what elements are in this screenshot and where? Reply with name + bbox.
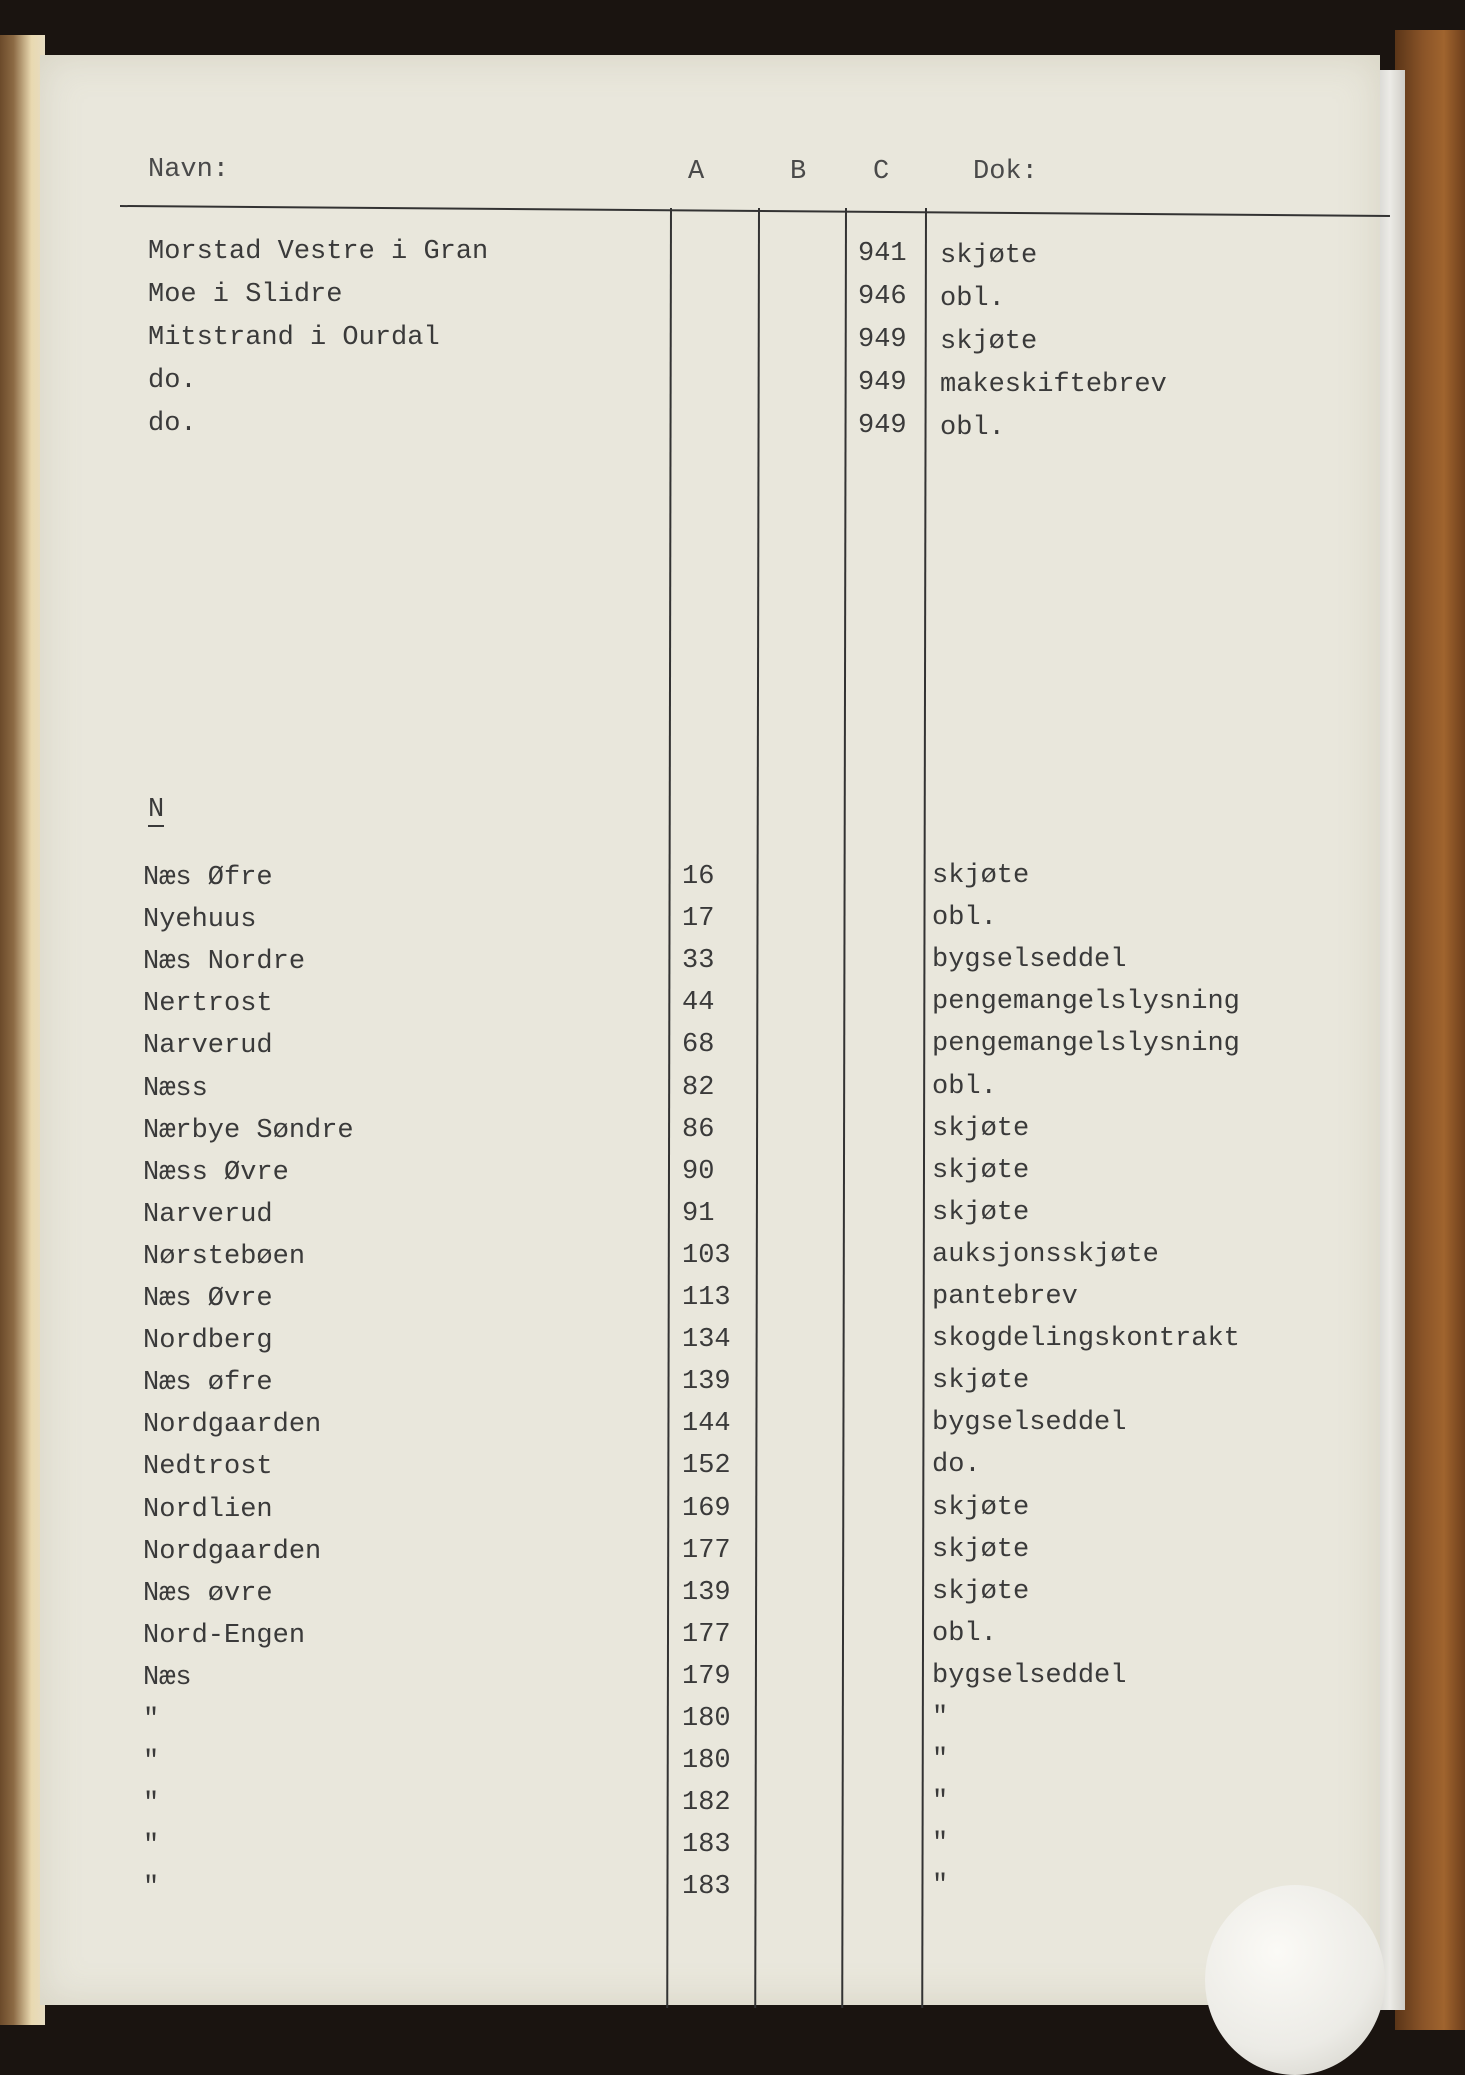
row-n-13-a: 139	[682, 1367, 731, 1398]
row-m-4-c: 949	[858, 368, 907, 398]
row-m-3-dok: skjøte	[940, 327, 1038, 357]
row-n-13-navn: Næs øfre	[143, 1368, 273, 1399]
row-n-20-navn: Næs	[143, 1662, 192, 1693]
row-n-5-dok: pengemangelslysning	[932, 1029, 1240, 1060]
row-m-3-c: 949	[858, 325, 907, 355]
row-n-12-dok: skogdelingskontrakt	[932, 1324, 1240, 1355]
row-n-22-navn: "	[143, 1747, 160, 1778]
row-n-18-navn: Næs øvre	[143, 1578, 273, 1609]
row-n-2-a: 17	[682, 904, 715, 935]
row-n-1-dok: skjøte	[932, 861, 1030, 891]
row-n-25-a: 183	[682, 1872, 731, 1903]
row-m-5-c: 949	[858, 411, 907, 441]
row-n-3-navn: Næs Nordre	[143, 947, 306, 978]
row-m-1-dok: skjøte	[940, 241, 1038, 271]
row-n-13-dok: skjøte	[932, 1366, 1030, 1397]
row-n-19-a: 177	[682, 1619, 731, 1650]
row-n-3-a: 33	[682, 946, 715, 977]
thumb-holding-page	[1205, 1885, 1385, 2075]
row-n-6-navn: Næss	[143, 1073, 208, 1104]
row-n-16-a: 169	[682, 1493, 731, 1524]
row-n-25-dok: "	[932, 1871, 949, 1902]
row-n-24-dok: "	[932, 1829, 949, 1860]
row-n-22-dok: "	[932, 1745, 949, 1776]
row-n-2-navn: Nyehuus	[143, 905, 257, 936]
header-a: A	[688, 157, 705, 187]
row-n-8-dok: skjøte	[932, 1155, 1030, 1186]
row-n-19-dok: obl.	[932, 1618, 997, 1649]
book-binding	[0, 35, 45, 2025]
row-n-7-dok: skjøte	[932, 1113, 1030, 1144]
row-n-21-a: 180	[682, 1704, 731, 1734]
row-n-9-a: 91	[682, 1198, 715, 1229]
row-n-10-a: 103	[682, 1240, 731, 1271]
row-n-14-a: 144	[682, 1409, 731, 1440]
row-n-1-navn: Næs Øfre	[143, 863, 273, 893]
row-n-25-navn: "	[143, 1873, 160, 1904]
row-n-18-dok: skjøte	[932, 1576, 1030, 1607]
row-n-21-navn: "	[143, 1705, 160, 1735]
row-n-23-a: 182	[682, 1788, 731, 1819]
row-n-10-navn: Nørstebøen	[143, 1241, 306, 1272]
row-n-5-navn: Narverud	[143, 1031, 273, 1062]
row-n-19-navn: Nord-Engen	[143, 1620, 306, 1651]
section-letter-n: N	[148, 795, 165, 825]
row-n-3-dok: bygselseddel	[932, 945, 1127, 976]
row-m-2-navn: Moe i Slidre	[148, 280, 343, 310]
row-n-4-dok: pengemangelslysning	[932, 987, 1240, 1018]
row-n-11-a: 113	[682, 1283, 731, 1313]
row-n-10-dok: auksjonsskjøte	[932, 1239, 1159, 1270]
row-n-15-navn: Nedtrost	[143, 1452, 273, 1483]
row-n-9-navn: Narverud	[143, 1199, 273, 1230]
row-n-16-dok: skjøte	[932, 1492, 1030, 1523]
row-n-23-dok: "	[932, 1787, 949, 1818]
row-m-1-c: 941	[858, 239, 907, 269]
row-n-24-navn: "	[143, 1831, 160, 1862]
row-n-14-navn: Nordgaarden	[143, 1410, 322, 1441]
row-n-15-a: 152	[682, 1451, 731, 1482]
row-n-15-dok: do.	[932, 1450, 981, 1481]
row-n-12-a: 134	[682, 1325, 731, 1356]
header-b: B	[790, 157, 807, 187]
row-n-6-a: 82	[682, 1072, 715, 1103]
row-n-11-dok: pantebrev	[932, 1282, 1078, 1312]
row-m-4-navn: do.	[148, 366, 197, 396]
row-n-17-navn: Nordgaarden	[143, 1536, 322, 1567]
row-n-7-a: 86	[682, 1114, 715, 1145]
row-m-5-dok: obl.	[940, 413, 1005, 443]
row-n-9-dok: skjøte	[932, 1197, 1030, 1228]
row-m-2-c: 946	[858, 282, 907, 312]
row-m-4-dok: makeskiftebrev	[940, 370, 1167, 400]
row-n-2-dok: obl.	[932, 903, 997, 934]
row-n-22-a: 180	[682, 1746, 731, 1777]
row-n-7-navn: Nærbye Søndre	[143, 1115, 354, 1146]
row-m-5-navn: do.	[148, 409, 197, 439]
row-n-1-a: 16	[682, 862, 715, 892]
row-n-11-navn: Næs Øvre	[143, 1284, 273, 1314]
row-n-4-a: 44	[682, 988, 715, 1019]
row-n-12-navn: Nordberg	[143, 1326, 273, 1357]
header-navn: Navn:	[148, 155, 230, 185]
row-m-3-navn: Mitstrand i Ourdal	[148, 323, 440, 353]
row-n-23-navn: "	[143, 1789, 160, 1820]
row-n-20-dok: bygselseddel	[932, 1660, 1127, 1691]
row-n-16-navn: Nordlien	[143, 1494, 273, 1525]
row-n-17-a: 177	[682, 1535, 731, 1566]
header-dok: Dok:	[973, 157, 1038, 187]
row-n-6-dok: obl.	[932, 1071, 997, 1102]
row-n-18-a: 139	[682, 1577, 731, 1608]
book-cover-edge	[1395, 30, 1465, 2030]
row-n-14-dok: bygselseddel	[932, 1408, 1127, 1439]
row-n-20-a: 179	[682, 1661, 731, 1692]
row-n-4-navn: Nertrost	[143, 989, 273, 1020]
header-c: C	[873, 157, 890, 187]
row-n-5-a: 68	[682, 1030, 715, 1061]
row-m-2-dok: obl.	[940, 284, 1005, 314]
row-n-21-dok: "	[932, 1703, 949, 1733]
row-n-17-dok: skjøte	[932, 1534, 1030, 1565]
row-n-8-a: 90	[682, 1156, 715, 1187]
row-n-8-navn: Næss Øvre	[143, 1157, 289, 1188]
row-m-1-navn: Morstad Vestre i Gran	[148, 237, 489, 267]
row-n-24-a: 183	[682, 1830, 731, 1861]
